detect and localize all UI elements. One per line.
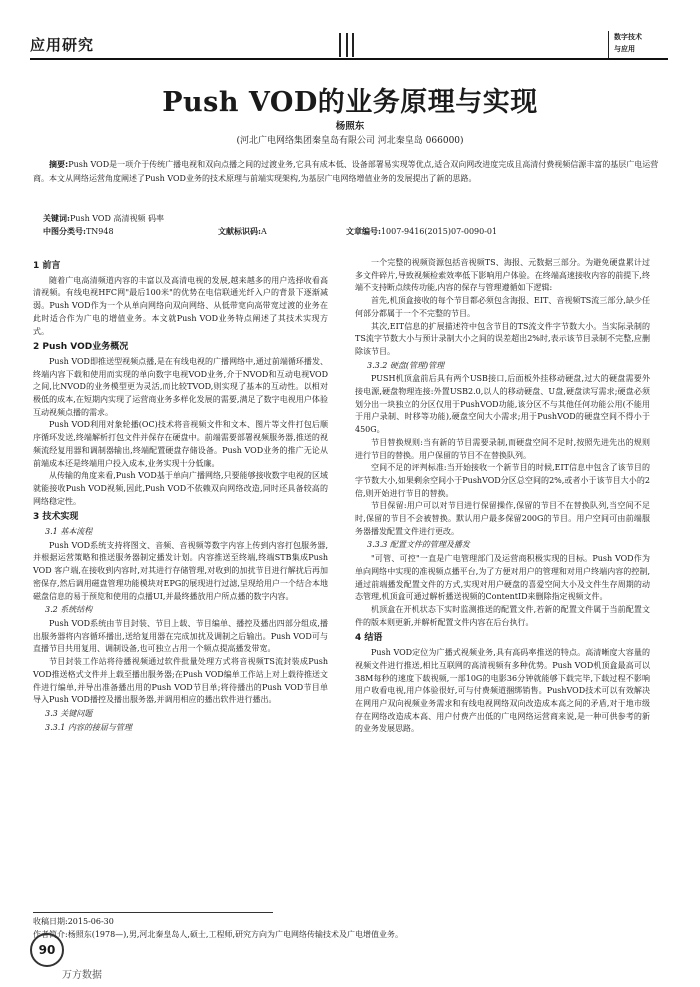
paragraph: 空间不足的评判标准:当开始接收一个新节目的时候,EIT信息中包含了该节目的字节数大小,如果剩余空间小于PushVOD分区总空间的2%,或者小于该节目大小的2倍,则开始进行节目的替换。 <box>355 463 650 498</box>
doc-code-label: 文献标识码: <box>218 226 261 236</box>
bio-label: 作者简介: <box>33 930 68 939</box>
clc-line <box>43 225 114 239</box>
header-bars-ornament <box>339 33 355 57</box>
paragraph: PUSH机顶盒前后具有两个USB接口,后面板外挂移动硬盘,过大的硬盘需要外接电源,硬盘物理连接:外置USB2.0,以人的移动硬盘、U盘,硬盘读写需求;硬盘必须划分出一块独立的分区仅用于PushVOD功能,该分区不与其他任何功能公用(不能用于用户录制、时移等功能),硬盘空间大小需求;用于PushVOD的硬盘空间不得小于450G。 <box>355 374 650 435</box>
paragraph: 机顶盒在开机状态下实时监测推送的配置文件,若新的配置文件属于当前配置文件的版本则更新,并解析配置文件内容在后台执行。 <box>355 604 650 627</box>
subsection-heading: 3.2 系统结构 <box>45 605 93 615</box>
paragraph: "可管、可控"一直是广电管理部门及运营商积极实现的目标。Push VOD作为单向网络中实现的准视频点播平台,为了方便对用户的管理和对用户终端内容的控制,通过前端播发配置文件的方式,实现对用户硬盘的喜爱空间大小及文件生存周期的动态管理,机顶盒可通过解析播送视频的ContentID来删除指定视频文件。 <box>355 554 650 602</box>
keywords-value: Push VOD 高清视频 码率 <box>69 214 164 223</box>
received-line <box>33 915 670 928</box>
keywords-label: 关键词: <box>43 213 70 223</box>
paragraph: 从传输的角度来看,Push VOD基于单向广播网络,只要能够接收数字电视的区域就能接收Push VOD视频,因此,Push VOD不依赖双向网络改造,同时还具备较高的网络稳定性。 <box>33 471 328 506</box>
right-column <box>355 257 650 736</box>
subsection-heading: 3.1 基本流程 <box>45 527 93 537</box>
keywords-line <box>43 212 164 226</box>
paragraph: 节目封装工作站将待播视频通过软件批量处理方式将音视频TS流封装成Push VOD推送格式文件并上载至播出服务器;在Push VOD编单工作站上对上载待推送文件进行编单,并导出准备播出用的Push VOD节目单;将待播出的Push VOD节目单导入Push VOD播控及播出服务器,并调用相应的播出软件进行播出。 <box>33 657 328 705</box>
author-name: 杨照东 <box>335 121 365 132</box>
clc-label: 中图分类号: <box>43 226 86 236</box>
page-number: 90 <box>30 933 64 967</box>
paragraph: 节目保留:用户可以对节目进行保留操作,保留的节目不在替换队列,当空间不足时,保留的节目不会被替换。默认用户最多保留200G的节目。用户空间可由前端服务器播发配置文件进行更改。 <box>355 501 650 536</box>
subsection-heading: 3.3 关键问题 <box>45 708 93 718</box>
left-column <box>33 257 328 735</box>
section-heading: 2 Push VOD业务概况 <box>33 342 129 353</box>
abstract-label: 摘要: <box>49 160 69 169</box>
paragraph: Push VOD即推送型视频点播,是在有线电视的广播网络中,通过前端循环播发、终端内容下载和使用而实现的单向数字电视VOD业务,介于NVOD和互动电视VOD之间,比NVOD的业务模型更为灵活,而比较TVOD,则实现了基本的互动性。以相对极低的成本,在短期内实现了运营商业务多样化发展的需要,满足了数字电视用户体验互动视频点播的需求。 <box>33 356 328 417</box>
section-label: 应用研究 <box>30 36 95 54</box>
abstract-text: Push VOD是一项介于传统广播电视和双向点播之间的过渡业务,它具有成本低、设备部署易实现等优点,适合双向网改进度完成且高清付费视频信源丰富的基层广电运营商。本文从网络运营角度阐述了Push VOD业务的技术原理与前端实现架构,为基层广电网络增值业务的发展提出了新的思路。 <box>33 160 659 183</box>
subsection-heading: 3.3.3 配置文件的管理及播发 <box>367 540 470 550</box>
paragraph: 一个完整的视频资源包括音视频TS、海报、元数据三部分。为避免硬盘累计过多文件碎片,导致视频检索效率低下影响用户体验。在终端高速接收内容的前提下,终端不支持断点续传功能,内容的保存与管理遵循如下逻辑: <box>355 258 650 293</box>
watermark: 万方数据 <box>62 970 102 981</box>
clc-value: TN948 <box>85 227 114 236</box>
paragraph: Push VOD定位为广播式视频业务,具有高码率推送的特点。高清晰度大容量的视频文件进行推送,相比互联网的高清视频有多种优势。Push VOD机顶盒最高可以38M每秒的速度下载视频,一部10G的电影36分钟就能够下载完毕,下载过程不影响用户收看电视,用户体验很好,可与付费频道捆绑销售。PushVOD技术可以有效解决在网用户双向视频业务需求和有线电视网络双向改造成本高之间的矛盾,对于地市级存在网络改造成本高、用户付费产出低的广电网络运营商来说,是一种可供参考的新的业务发展思路。 <box>355 648 650 734</box>
abstract <box>33 158 670 185</box>
received-date: 2015-06-30 <box>67 917 114 926</box>
subsection-heading: 3.3.1 内容的接届与管理 <box>45 722 132 732</box>
received-label: 收稿日期: <box>33 917 68 926</box>
article-no-value: 1007-9416(2015)07-0090-01 <box>380 227 498 236</box>
footnote-rule <box>33 912 273 913</box>
section-heading: 4 结语 <box>355 633 383 644</box>
section-heading: 3 技术实现 <box>33 512 79 523</box>
article-meta <box>33 212 670 240</box>
article-no-line <box>346 225 497 239</box>
paragraph: Push VOD利用对象轮播(OC)技术将音视频文件和文本、图片等文件打包后顺序循环发送,终端解析打包文件并保存在硬盘中。前端需要部署视频服务器,推送的视频流经复用器和调制器输出,终端配置硬盘存储设备。Push VOD业务的推广无论从前端成本还是终端用户投入成本,业务实现十分低廉。 <box>33 420 328 468</box>
paragraph: Push VOD系统支持将图文、音频、音视频等数字内容上传到内容打包服务器,并根据运营策略和推送服务器制定播发计划。内容推送至终端,终端STB集成Push VOD 客户端,在接收到内容时,对其进行存储管理,对收到的加扰节目进行解扰后再加密保存,然后调用磁盘管理功能模块对EPG的展现进行过滤,呈现给用户一个结合本地磁盘信息的易于预览和使用的点播UI,并最终播放用户所点播的数字内容。 <box>33 540 328 601</box>
journal-logo-line2: 与应用 <box>614 44 635 53</box>
header-rule <box>30 58 668 60</box>
article-no-label: 文章编号: <box>346 226 381 236</box>
footnote <box>33 915 670 941</box>
bio-text: 杨照东(1978—),男,河北秦皇岛人,硕士,工程师,研究方向为广电网络传输技术及广电增值业务。 <box>67 930 404 939</box>
doc-code-value: A <box>260 227 267 236</box>
bio-line <box>33 928 670 941</box>
paragraph: Push VOD系统由节目封装、节目上载、节目编单、播控及播出四部分组成,播出服务器将内容循环播出,送给复用器在完成加扰及调制之后输出。Push VOD可与直播节目共用复用、调制设备,也可独立占用一个频点提高播发带宽。 <box>33 618 328 654</box>
subsection-heading: 3.3.2 硬盘(管理)管理 <box>367 360 445 370</box>
paragraph: 节目替换规则:当有新的节目需要录制,而硬盘空间不足时,按照先进先出的规则进行节目的替换。用户保留的节目不在替换队列。 <box>355 437 650 460</box>
paragraph: 随着广电高清频道内容的丰富以及高清电视的发展,越来越多的用户选择收看高清视频。有线电视HFC网"最后100米"的优势在电信联通光纤入户的背景下逐渐减弱。Push VOD作为一个从单向网络向双向网络、从低带宽向高带宽过渡的业务在此时适合作为广电的增值业务。本文就Push VOD业务特点阐述了其技术实现方式。 <box>33 275 328 336</box>
article-title: Push VOD的业务原理与实现 <box>162 87 538 118</box>
author-affiliation: (河北广电网络集团秦皇岛有限公司 河北秦皇岛 066000) <box>236 136 464 146</box>
paragraph: 其次,EIT信息的扩展描述符中包含节目的TS流文件字节数大小。当实际录制的TS流字节数大小与预计录制大小之间的误差超出2%时,表示该节目录制不完整,应删除该节目。 <box>355 321 650 356</box>
doc-code-line <box>218 225 267 239</box>
paragraph: 首先,机顶盒接收的每个节目都必须包含海报、EIT、音视频TS流三部分,缺少任何部分都属于一个不完整的节目。 <box>355 296 650 318</box>
journal-logo-line1: 数字技术 <box>614 32 642 41</box>
journal-logo <box>608 31 678 59</box>
section-heading: 1 前言 <box>33 261 61 271</box>
